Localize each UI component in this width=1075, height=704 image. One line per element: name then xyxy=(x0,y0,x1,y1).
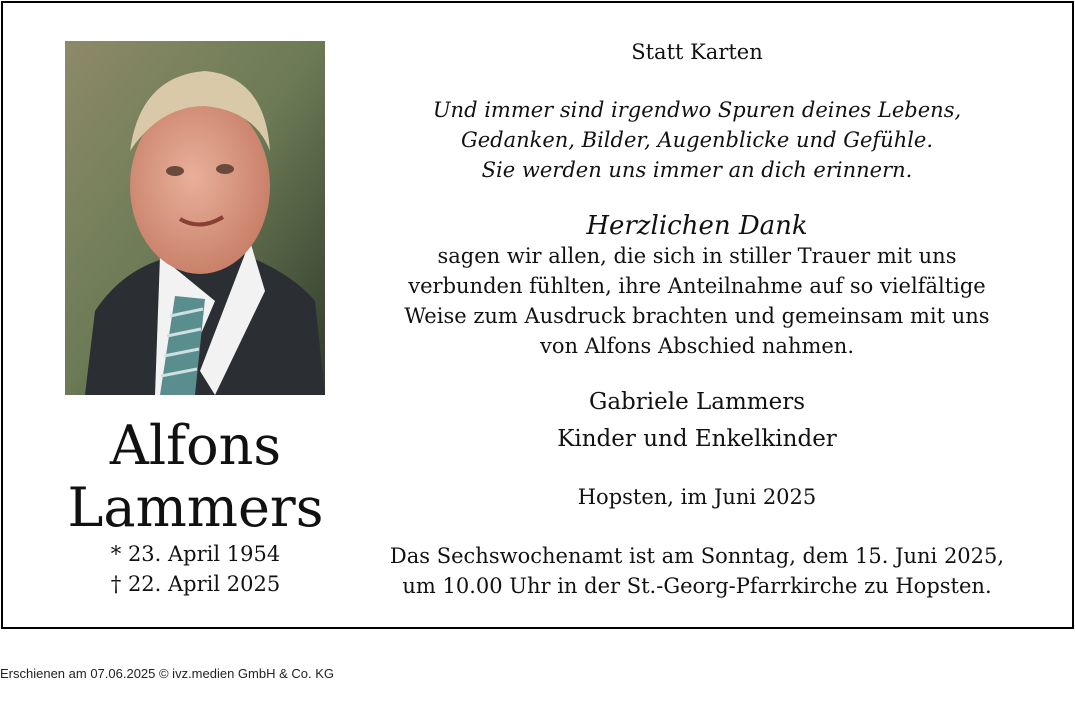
birth-date: * 23. April 1954 xyxy=(110,542,281,566)
death-date: † 22. April 2025 xyxy=(110,572,281,596)
thanks-line: von Alfons Abschied nahmen. xyxy=(539,334,855,358)
deceased-last-name: Lammers xyxy=(67,476,324,539)
mass-line: um 10.00 Uhr in der St.-Georg-Pfarrkirche zu Hopsten. xyxy=(402,574,992,598)
memorial-mass-info xyxy=(363,541,1031,601)
poem-line: Sie werden uns immer an dich erinnern. xyxy=(481,158,913,182)
thanks-line: verbunden fühlten, ihre Anteilnahme auf so vielfältige xyxy=(408,274,986,298)
thanks-title: Herzlichen Dank xyxy=(586,211,808,241)
memorial-poem xyxy=(363,95,1031,185)
signature-family: Kinder und Enkelkinder xyxy=(557,426,837,452)
thanks-text xyxy=(363,241,1031,361)
thanks-line: sagen wir allen, die sich in stiller Trauer mit uns xyxy=(437,244,957,268)
portrait-photo xyxy=(65,41,325,395)
poem-line: Gedanken, Bilder, Augenblicke und Gefühle. xyxy=(460,128,934,152)
deceased-first-name: Alfons xyxy=(109,414,282,477)
place-and-date: Hopsten, im Juni 2025 xyxy=(577,485,817,509)
signature-widow: Gabriele Lammers xyxy=(588,389,806,415)
thanks-line: Weise zum Ausdruck brachten und gemeinsam mit uns xyxy=(404,304,990,328)
poem-line: Und immer sind irgendwo Spuren deines Lebens, xyxy=(432,98,962,122)
heading-statt-karten: Statt Karten xyxy=(631,40,763,64)
mass-line: Das Sechswochenamt ist am Sonntag, dem 15. Juni 2025, xyxy=(389,544,1005,568)
obituary-card xyxy=(1,1,1074,629)
publication-footer: Erschienen am 07.06.2025 © ivz.medien GmbH & Co. KG xyxy=(0,666,335,681)
